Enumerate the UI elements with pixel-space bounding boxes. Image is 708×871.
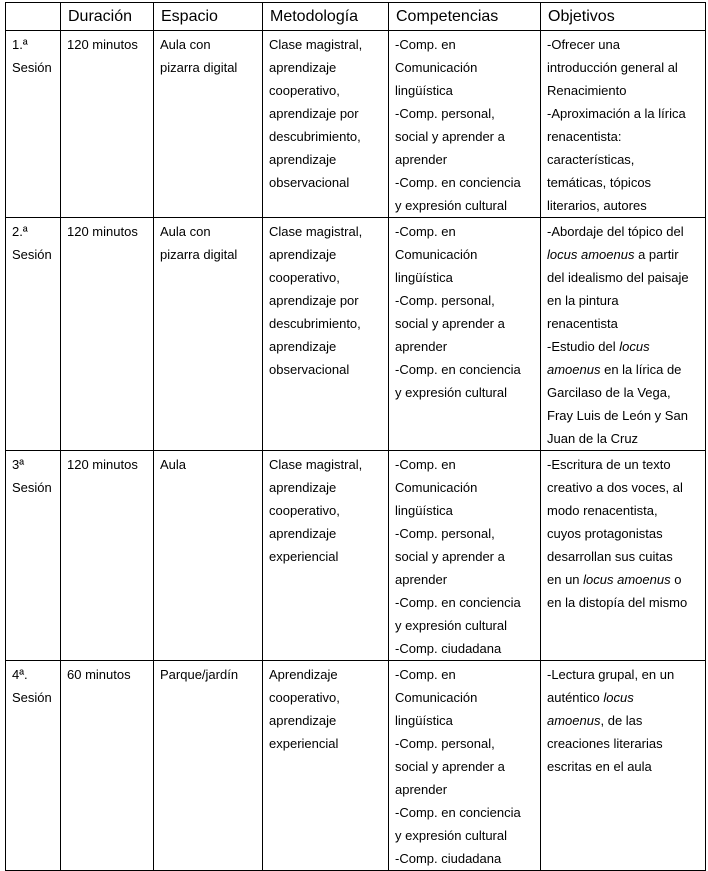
objectives-line — [547, 243, 705, 266]
objective-text: -Estudio del — [547, 339, 620, 354]
cell-objectives — [541, 218, 706, 451]
competencies-line: -Comp. en — [395, 457, 456, 472]
duration-line: 120 minutos — [67, 457, 138, 472]
methodology-line: Clase magistral, — [269, 37, 363, 52]
objective-text: temáticas, tópicos — [547, 175, 652, 190]
objectives-line — [547, 171, 705, 194]
methodology-line: cooperativo, — [269, 503, 340, 518]
objectives-line — [547, 312, 705, 335]
competencies-line: -Comp. en — [395, 667, 456, 682]
methodology-line: aprendizaje — [269, 152, 337, 167]
cell-objectives — [541, 31, 706, 218]
space-line: Aula — [160, 457, 187, 472]
objective-italic-text: locus amoenus — [583, 572, 671, 587]
competencies-line: -Comp. en conciencia — [395, 595, 521, 610]
competencies-line: aprender — [395, 339, 448, 354]
competencies-line: Comunicación — [395, 247, 478, 262]
objectives-line — [547, 56, 705, 79]
cell-duration — [61, 661, 154, 871]
objectives-line — [547, 194, 705, 217]
competencies-line: y expresión cultural — [395, 618, 507, 633]
objectives-line — [547, 335, 705, 358]
objectives-line — [547, 453, 705, 476]
header-duration: Duración — [61, 3, 154, 31]
objective-text: literarios, autores — [547, 198, 647, 213]
methodology-line: aprendizaje — [269, 526, 337, 541]
cell-methodology — [263, 31, 389, 218]
session-line: 4ª. — [12, 667, 28, 682]
methodology-line: cooperativo, — [269, 690, 340, 705]
methodology-line: aprendizaje por — [269, 293, 359, 308]
methodology-line: Aprendizaje — [269, 667, 338, 682]
competencies-line: Comunicación — [395, 60, 478, 75]
space-line: pizarra digital — [160, 247, 238, 262]
header-session — [6, 3, 61, 31]
objectives-line — [547, 499, 705, 522]
table-header-row — [6, 3, 706, 31]
competencies-line: aprender — [395, 782, 448, 797]
competencies-line: -Comp. personal, — [395, 106, 495, 121]
methodology-line: aprendizaje — [269, 247, 337, 262]
methodology-line: experiencial — [269, 736, 339, 751]
methodology-line: Clase magistral, — [269, 224, 363, 239]
duration-line: 120 minutos — [67, 37, 138, 52]
objective-text: Renacimiento — [547, 83, 627, 98]
header-space: Espacio — [154, 3, 263, 31]
objective-text: en un — [547, 572, 584, 587]
objective-text: desarrollan sus cuitas — [547, 549, 673, 564]
duration-line: 60 minutos — [67, 667, 131, 682]
objective-text: o — [670, 572, 682, 587]
objective-text: renacentista — [547, 316, 618, 331]
objective-italic-text: locus amoenus — [547, 247, 635, 262]
objectives-line — [547, 591, 705, 614]
objectives-line — [547, 476, 705, 499]
competencies-line: social y aprender a — [395, 129, 505, 144]
objective-text: a partir — [634, 247, 679, 262]
header-competencies: Competencias — [389, 3, 541, 31]
competencies-line: -Comp. personal, — [395, 736, 495, 751]
objective-text: creativo a dos voces, al — [547, 480, 683, 495]
session-line: Sesión — [12, 60, 52, 75]
competencies-line: -Comp. en conciencia — [395, 805, 521, 820]
objectives-line — [547, 125, 705, 148]
header-methodology: Metodología — [263, 3, 389, 31]
methodology-line: Clase magistral, — [269, 457, 363, 472]
competencies-line: lingüística — [395, 503, 453, 518]
objective-text: auténtico — [547, 690, 604, 705]
competencies-line: lingüística — [395, 83, 453, 98]
session-line: 3ª — [12, 457, 25, 472]
methodology-line: descubrimiento, — [269, 316, 361, 331]
cell-competencies — [389, 451, 541, 661]
competencies-line: social y aprender a — [395, 316, 505, 331]
cell-space — [154, 31, 263, 218]
header-objectives: Objetivos — [541, 3, 706, 31]
cell-space — [154, 218, 263, 451]
competencies-line: -Comp. en conciencia — [395, 362, 521, 377]
objectives-line — [547, 732, 705, 755]
objective-text: Fray Luis de León y San — [547, 408, 688, 423]
competencies-line: Comunicación — [395, 690, 478, 705]
sessions-table — [5, 2, 706, 871]
table-row — [6, 31, 706, 218]
objectives-line — [547, 220, 705, 243]
competencies-line: social y aprender a — [395, 549, 505, 564]
objective-text: características, — [547, 152, 635, 167]
objectives-line — [547, 102, 705, 125]
space-line: Parque/jardín — [160, 667, 239, 682]
objective-text: en la pintura — [547, 293, 619, 308]
objective-italic-text: amoenus — [547, 362, 601, 377]
competencies-line: y expresión cultural — [395, 828, 507, 843]
cell-competencies — [389, 661, 541, 871]
methodology-line: observacional — [269, 175, 350, 190]
cell-session — [6, 31, 61, 218]
cell-objectives — [541, 661, 706, 871]
cell-methodology — [263, 451, 389, 661]
objectives-line — [547, 404, 705, 427]
competencies-line: aprender — [395, 572, 448, 587]
cell-space — [154, 451, 263, 661]
session-line: 2.ª — [12, 224, 28, 239]
objectives-line — [547, 266, 705, 289]
competencies-line: lingüística — [395, 713, 453, 728]
methodology-line: aprendizaje — [269, 339, 337, 354]
competencies-line: y expresión cultural — [395, 385, 507, 400]
objective-text: modo renacentista, — [547, 503, 658, 518]
objective-text: creaciones literarias — [547, 736, 663, 751]
methodology-line: observacional — [269, 362, 350, 377]
competencies-line: -Comp. personal, — [395, 526, 495, 541]
objective-text: introducción general al — [547, 60, 678, 75]
table-row — [6, 451, 706, 661]
objective-text: -Abordaje del tópico del — [547, 224, 684, 239]
session-line: Sesión — [12, 480, 52, 495]
methodology-line: aprendizaje — [269, 60, 337, 75]
methodology-line: aprendizaje — [269, 480, 337, 495]
objective-text: en la distopía del mismo — [547, 595, 688, 610]
objectives-line — [547, 663, 705, 686]
competencies-line: Comunicación — [395, 480, 478, 495]
cell-competencies — [389, 218, 541, 451]
cell-session — [6, 218, 61, 451]
competencies-line: -Comp. en — [395, 224, 456, 239]
objectives-line — [547, 568, 705, 591]
cell-duration — [61, 31, 154, 218]
objective-text: -Escritura de un texto — [547, 457, 671, 472]
objectives-line — [547, 427, 705, 450]
methodology-line: aprendizaje — [269, 713, 337, 728]
table-body — [6, 31, 706, 871]
objective-text: en la lírica de — [600, 362, 682, 377]
competencies-line: -Comp. en — [395, 37, 456, 52]
cell-methodology — [263, 218, 389, 451]
objectives-line — [547, 381, 705, 404]
cell-objectives — [541, 451, 706, 661]
session-line: Sesión — [12, 247, 52, 262]
methodology-line: experiencial — [269, 549, 339, 564]
objective-italic-text: locus — [619, 339, 650, 354]
competencies-line: -Comp. en conciencia — [395, 175, 521, 190]
competencies-line: -Comp. ciudadana — [395, 851, 502, 866]
objectives-line — [547, 709, 705, 732]
objectives-line — [547, 358, 705, 381]
methodology-line: aprendizaje por — [269, 106, 359, 121]
methodology-line: cooperativo, — [269, 83, 340, 98]
objectives-line — [547, 545, 705, 568]
methodology-line: cooperativo, — [269, 270, 340, 285]
objective-text: Juan de la Cruz — [547, 431, 639, 446]
cell-duration — [61, 218, 154, 451]
objectives-line — [547, 755, 705, 778]
objectives-line — [547, 686, 705, 709]
table-row — [6, 218, 706, 451]
space-line: Aula con — [160, 37, 211, 52]
space-line: pizarra digital — [160, 60, 238, 75]
table-row — [6, 661, 706, 871]
competencies-line: y expresión cultural — [395, 198, 507, 213]
competencies-line: aprender — [395, 152, 448, 167]
objective-text: -Lectura grupal, en un — [547, 667, 675, 682]
competencies-line: -Comp. personal, — [395, 293, 495, 308]
cell-session — [6, 451, 61, 661]
objective-italic-text: amoenus — [547, 713, 601, 728]
objectives-line — [547, 289, 705, 312]
methodology-line: descubrimiento, — [269, 129, 361, 144]
objective-text: del idealismo del paisaje — [547, 270, 689, 285]
cell-space — [154, 661, 263, 871]
session-line: 1.ª — [12, 37, 28, 52]
objectives-line — [547, 33, 705, 56]
cell-session — [6, 661, 61, 871]
session-line: Sesión — [12, 690, 52, 705]
objectives-line — [547, 79, 705, 102]
objective-text: , de las — [600, 713, 643, 728]
objective-text: renacentista: — [547, 129, 622, 144]
space-line: Aula con — [160, 224, 211, 239]
cell-competencies — [389, 31, 541, 218]
objectives-line — [547, 148, 705, 171]
objectives-line — [547, 522, 705, 545]
competencies-line: -Comp. ciudadana — [395, 641, 502, 656]
objective-text: cuyos protagonistas — [547, 526, 663, 541]
objective-text: -Ofrecer una — [547, 37, 620, 52]
objective-text: -Aproximación a la lírica — [547, 106, 686, 121]
objective-text: Garcilaso de la Vega, — [547, 385, 671, 400]
duration-line: 120 minutos — [67, 224, 138, 239]
competencies-line: social y aprender a — [395, 759, 505, 774]
objective-italic-text: locus — [603, 690, 634, 705]
cell-duration — [61, 451, 154, 661]
competencies-line: lingüística — [395, 270, 453, 285]
cell-methodology — [263, 661, 389, 871]
objective-text: escritas en el aula — [547, 759, 652, 774]
